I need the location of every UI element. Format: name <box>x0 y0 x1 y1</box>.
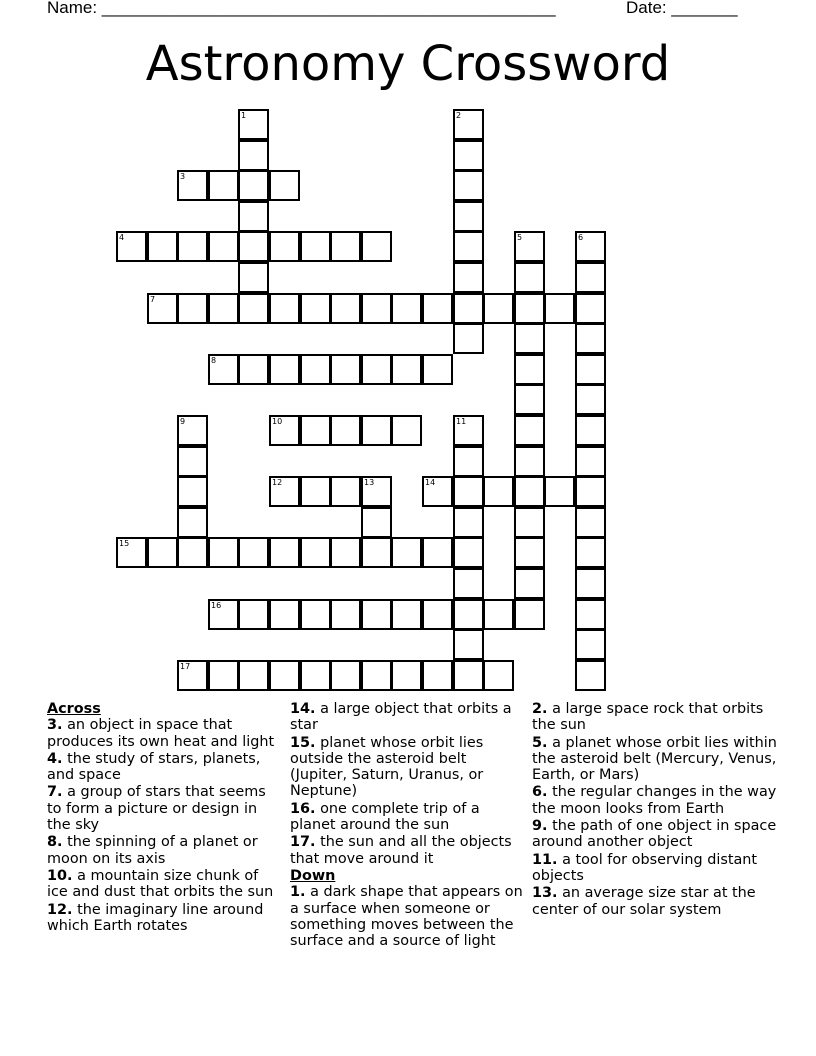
crossword-cell[interactable] <box>514 293 545 324</box>
crossword-cell[interactable] <box>177 537 208 568</box>
crossword-cell[interactable] <box>300 599 331 630</box>
clue-across-4: 4. the study of stars, planets, and space <box>47 750 261 784</box>
crossword-cell[interactable] <box>300 476 331 507</box>
clue-column-3 <box>532 701 782 919</box>
crossword-cell[interactable] <box>391 599 422 630</box>
clue-across-14: 14. a large object that orbits a star <box>290 701 512 734</box>
crossword-cell[interactable] <box>330 354 361 385</box>
crossword-cell[interactable] <box>575 660 606 691</box>
crossword-cell[interactable] <box>177 293 208 324</box>
crossword-cell[interactable] <box>514 415 545 446</box>
crossword-cell[interactable] <box>238 231 269 262</box>
crossword-cell[interactable] <box>269 231 300 262</box>
crossword-cell[interactable] <box>269 599 300 630</box>
crossword-cell[interactable] <box>300 231 331 262</box>
crossword-cell[interactable] <box>269 170 300 201</box>
crossword-cell[interactable] <box>238 293 269 324</box>
crossword-cell[interactable] <box>300 354 331 385</box>
crossword-cell[interactable] <box>453 140 484 171</box>
crossword-cell[interactable] <box>575 293 606 324</box>
crossword-cell[interactable] <box>147 231 178 262</box>
crossword-cell[interactable] <box>208 660 239 691</box>
crossword-cell[interactable] <box>177 446 208 477</box>
crossword-cell[interactable] <box>422 660 453 691</box>
crossword-cell[interactable] <box>514 599 545 630</box>
crossword-cell[interactable] <box>361 354 392 385</box>
crossword-cell[interactable] <box>422 476 453 507</box>
crossword-cell[interactable] <box>238 599 269 630</box>
clue-across-10: 10. a mountain size chunk of ice and dust that orbits the sun <box>47 867 274 901</box>
crossword-cell[interactable] <box>361 599 392 630</box>
clue-number: 9 <box>180 417 186 426</box>
crossword-cell[interactable] <box>116 537 147 568</box>
clue-column-2 <box>290 701 526 950</box>
clue-number: 5 <box>517 233 523 242</box>
crossword-cell[interactable] <box>361 507 392 538</box>
crossword-cell[interactable] <box>391 660 422 691</box>
crossword-cell[interactable] <box>575 599 606 630</box>
crossword-cell[interactable] <box>514 231 545 262</box>
crossword-cell[interactable] <box>238 201 269 232</box>
crossword-cell[interactable] <box>453 446 484 477</box>
crossword-cell[interactable] <box>514 262 545 293</box>
clue-number: 2 <box>456 111 462 120</box>
crossword-cell[interactable] <box>147 293 178 324</box>
clue-number: 8 <box>211 356 217 365</box>
clue-number: 1 <box>241 111 247 120</box>
clue-down-1: 1. a dark shape that appears on a surface when someone or something moves between the surface and a source of light <box>290 884 523 950</box>
crossword-cell[interactable] <box>269 476 300 507</box>
clue-number: 11 <box>456 417 467 426</box>
crossword-cell[interactable] <box>453 476 484 507</box>
crossword-cell[interactable] <box>238 354 269 385</box>
crossword-cell[interactable] <box>453 323 484 354</box>
crossword-cell[interactable] <box>514 446 545 477</box>
crossword-cell[interactable] <box>361 660 392 691</box>
crossword-cell[interactable] <box>453 109 484 140</box>
crossword-cell[interactable] <box>269 660 300 691</box>
crossword-cell[interactable] <box>391 537 422 568</box>
crossword-cell[interactable] <box>575 354 606 385</box>
crossword-cell[interactable] <box>453 201 484 232</box>
crossword-cell[interactable] <box>300 293 331 324</box>
crossword-cell[interactable] <box>453 170 484 201</box>
crossword-cell[interactable] <box>177 415 208 446</box>
crossword-cell[interactable] <box>208 293 239 324</box>
crossword-cell[interactable] <box>391 354 422 385</box>
crossword-cell[interactable] <box>453 293 484 324</box>
clue-number: 13 <box>364 478 375 487</box>
clue-number: 14 <box>425 478 436 487</box>
crossword-cell[interactable] <box>453 629 484 660</box>
crossword-cell[interactable] <box>238 109 269 140</box>
clue-column-1 <box>47 701 283 935</box>
crossword-cell[interactable] <box>208 231 239 262</box>
crossword-cell[interactable] <box>300 537 331 568</box>
clue-down-13: 13. an average size star at the center of our solar system <box>532 885 756 918</box>
crossword-cell[interactable] <box>391 415 422 446</box>
clue-number: 4 <box>119 233 125 242</box>
name-field-label: Name: ________________________________________________ <box>47 0 556 17</box>
clue-number: 16 <box>211 601 222 610</box>
down-heading: Down <box>290 867 336 884</box>
clue-number: 12 <box>272 478 283 487</box>
crossword-cell[interactable] <box>361 415 392 446</box>
clue-number: 10 <box>272 417 283 426</box>
crossword-cell[interactable] <box>483 476 514 507</box>
clue-down-6: 6. the regular changes in the way the moon looks from Earth <box>532 784 777 817</box>
crossword-cell[interactable] <box>300 415 331 446</box>
crossword-cell[interactable] <box>177 660 208 691</box>
clue-across-7: 7. a group of stars that seems to form a picture or design in the sky <box>47 784 266 834</box>
crossword-cell[interactable] <box>177 476 208 507</box>
crossword-cell[interactable] <box>453 415 484 446</box>
page-title: Astronomy Crossword <box>145 36 671 92</box>
crossword-cell[interactable] <box>269 293 300 324</box>
clue-down-2: 2. a large space rock that orbits the sun <box>532 701 764 734</box>
crossword-cell[interactable] <box>453 599 484 630</box>
crossword-cell[interactable] <box>514 384 545 415</box>
crossword-cell[interactable] <box>177 170 208 201</box>
crossword-cell[interactable] <box>269 537 300 568</box>
crossword-cell[interactable] <box>514 507 545 538</box>
crossword-cell[interactable] <box>330 476 361 507</box>
crossword-cell[interactable] <box>208 170 239 201</box>
crossword-cell[interactable] <box>361 293 392 324</box>
crossword-cell[interactable] <box>453 262 484 293</box>
crossword-cell[interactable] <box>483 293 514 324</box>
crossword-cell[interactable] <box>330 599 361 630</box>
crossword-cell[interactable] <box>514 537 545 568</box>
crossword-cell[interactable] <box>575 507 606 538</box>
clue-number: 6 <box>578 233 584 242</box>
crossword-cell[interactable] <box>330 231 361 262</box>
clue-down-11: 11. a tool for observing distant objects <box>532 851 758 884</box>
crossword-cell[interactable] <box>177 507 208 538</box>
crossword-cell[interactable] <box>361 537 392 568</box>
crossword-cell[interactable] <box>514 323 545 354</box>
crossword-cell[interactable] <box>238 537 269 568</box>
crossword-cell[interactable] <box>514 354 545 385</box>
crossword-cell[interactable] <box>575 415 606 446</box>
crossword-cell[interactable] <box>453 537 484 568</box>
clue-number: 3 <box>180 172 186 181</box>
clue-down-9: 9. the path of one object in space around another object <box>532 818 777 851</box>
clue-across-8: 8. the spinning of a planet or moon on its axis <box>47 834 258 867</box>
crossword-cell[interactable] <box>514 476 545 507</box>
crossword-cell[interactable] <box>575 231 606 262</box>
crossword-cell[interactable] <box>330 293 361 324</box>
crossword-cell[interactable] <box>238 170 269 201</box>
crossword-cell[interactable] <box>147 537 178 568</box>
clue-across-12: 12. the imaginary line around which Earth rotates <box>47 901 264 934</box>
crossword-cell[interactable] <box>208 537 239 568</box>
clue-across-15: 15. planet whose orbit lies outside the asteroid belt (Jupiter, Saturn, Uranus, or Neptune) <box>290 734 484 800</box>
crossword-cell[interactable] <box>269 354 300 385</box>
crossword-cell[interactable] <box>575 629 606 660</box>
crossword-cell[interactable] <box>330 660 361 691</box>
crossword-cell[interactable] <box>575 568 606 599</box>
crossword-cell[interactable] <box>391 293 422 324</box>
crossword-cell[interactable] <box>575 476 606 507</box>
crossword-cell[interactable] <box>361 476 392 507</box>
crossword-cell[interactable] <box>453 231 484 262</box>
crossword-cell[interactable] <box>575 323 606 354</box>
crossword-cell[interactable] <box>422 354 453 385</box>
crossword-cell[interactable] <box>208 599 239 630</box>
crossword-cell[interactable] <box>238 262 269 293</box>
date-field-label: Date: _______ <box>626 0 738 17</box>
crossword-cell[interactable] <box>575 262 606 293</box>
crossword-cell[interactable] <box>269 415 300 446</box>
crossword-cell[interactable] <box>238 660 269 691</box>
crossword-cell[interactable] <box>208 354 239 385</box>
clue-down-5: 5. a planet whose orbit lies within the asteroid belt (Mercury, Venus, Earth, or Mars) <box>532 734 777 784</box>
crossword-cell[interactable] <box>422 293 453 324</box>
crossword-cell[interactable] <box>330 415 361 446</box>
crossword-cell[interactable] <box>361 231 392 262</box>
crossword-cell[interactable] <box>422 537 453 568</box>
clue-number: 7 <box>150 295 156 304</box>
crossword-cell[interactable] <box>116 231 147 262</box>
crossword-cell[interactable] <box>483 660 514 691</box>
crossword-cell[interactable] <box>330 537 361 568</box>
across-heading: Across <box>47 701 101 717</box>
crossword-cell[interactable] <box>544 293 575 324</box>
clue-across-16: 16. one complete trip of a planet around the sun <box>290 800 480 834</box>
crossword-cell[interactable] <box>422 599 453 630</box>
clue-across-17: 17. the sun and all the objects that move around it <box>290 834 512 867</box>
crossword-cell[interactable] <box>453 660 484 691</box>
clue-number: 17 <box>180 662 191 671</box>
crossword-cell[interactable] <box>575 537 606 568</box>
crossword-cell[interactable] <box>453 507 484 538</box>
crossword-cell[interactable] <box>575 384 606 415</box>
crossword-cell[interactable] <box>177 231 208 262</box>
crossword-cell[interactable] <box>300 660 331 691</box>
crossword-cell[interactable] <box>514 568 545 599</box>
clue-across-3: 3. an object in space that produces its own heat and light <box>47 717 275 750</box>
crossword-cell[interactable] <box>238 140 269 171</box>
clue-number: 15 <box>119 539 130 548</box>
crossword-cell[interactable] <box>483 599 514 630</box>
crossword-cell[interactable] <box>544 476 575 507</box>
crossword-cell[interactable] <box>575 446 606 477</box>
crossword-cell[interactable] <box>453 568 484 599</box>
